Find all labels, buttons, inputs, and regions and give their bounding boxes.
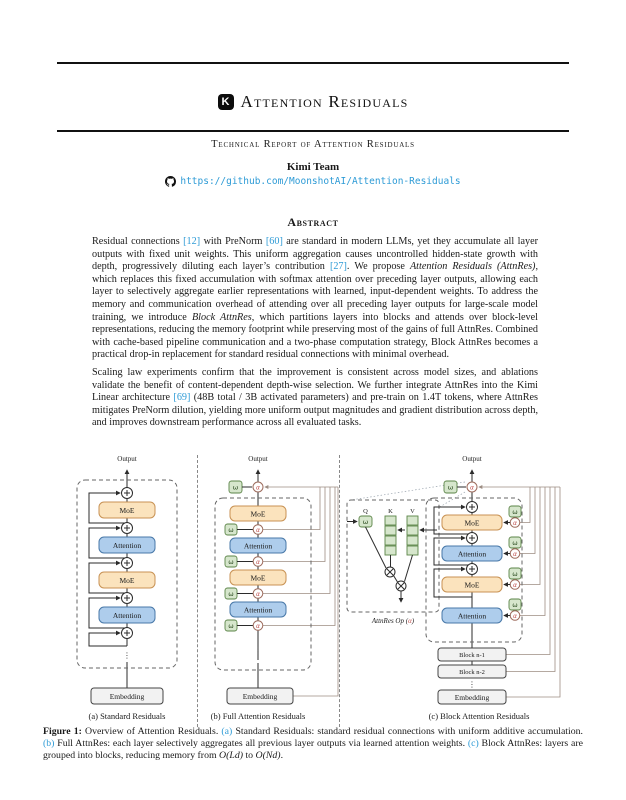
matmul-node <box>396 581 406 591</box>
attnres-op-inset <box>347 500 439 625</box>
citation: [60] <box>265 236 283 247</box>
attention-block <box>99 537 155 553</box>
svg-text:α: α <box>513 519 517 527</box>
citation: [69] <box>173 392 191 404</box>
repo-link[interactable]: https://github.com/MoonshotAI/Attention-Residuals <box>180 176 461 187</box>
svg-text:Q: Q <box>363 508 368 515</box>
svg-text:Attention: Attention <box>243 541 273 551</box>
attnres-node <box>504 599 521 620</box>
svg-text:α: α <box>256 558 260 566</box>
figure-caption: Figure 1: Overview of Attention Residuals. (a) Standard Residuals: standard residual connections with uniform additive accumulation. (b) Full AttnRes: each layer selectively aggregates all previous layer outputs via learned attention weights. (c) Block AttnRes: layers are grouped into blocks, reducing memory from O(Ld) to O(Nd). <box>43 726 584 762</box>
svg-text:MoE: MoE <box>119 576 135 585</box>
attnres-node <box>225 524 263 535</box>
svg-text:V: V <box>410 508 415 515</box>
attention-block <box>442 608 502 623</box>
svg-text:ω: ω <box>362 518 369 526</box>
paper-subtitle: Technical Report of Attention Residuals <box>211 139 415 150</box>
svg-text:MoE: MoE <box>250 509 266 519</box>
panel-c-caption: (c) Block Attention Residuals <box>428 711 530 721</box>
embedding-block <box>227 688 293 704</box>
output-label: Output <box>462 455 482 463</box>
svg-text:MoE: MoE <box>464 518 480 528</box>
svg-text:ω: ω <box>232 483 239 492</box>
svg-text:Attention: Attention <box>112 541 142 550</box>
svg-text:ω: ω <box>228 622 234 630</box>
svg-text:Embedding: Embedding <box>109 692 145 701</box>
author-name: Kimi Team <box>286 161 340 173</box>
svg-text:α: α <box>513 550 517 558</box>
attnres-op-label: AttnRes Op (α) <box>371 617 415 625</box>
svg-text:Attention: Attention <box>243 605 273 615</box>
svg-text:Embedding: Embedding <box>454 693 490 702</box>
repo-row <box>0 176 626 187</box>
svg-text:MoE: MoE <box>464 580 480 590</box>
block-n2 <box>438 665 506 678</box>
moe-block <box>99 502 155 518</box>
citation: [12] <box>183 236 201 247</box>
query-omega <box>359 516 372 527</box>
svg-text:ω: ω <box>512 508 518 516</box>
key-stack <box>385 516 396 555</box>
attnres-node <box>504 506 521 527</box>
figure-panel-c <box>341 450 591 730</box>
svg-text:α: α <box>513 612 517 620</box>
svg-text:ω: ω <box>228 590 234 598</box>
svg-text:α: α <box>256 622 260 630</box>
abstract-paragraph-1: Residual connections [12] with PreNorm [60] are standard in modern LLMs, yet they accumulate all layer outputs with fixed unit weights. This uniform aggregation causes uncontrolled hidden-state growth with depth, progressively diluting each layer’s contribution [27]. We propose Attention Residuals (AttnRes), which replaces this fixed accumulation with softmax attention over preceding layer outputs, allowing each layer to selectively aggregate earlier representations with learned, input-dependent weights. To address the memory and communication overhead of attending over all preceding layer outputs for large-scale model training, we introduce Block AttnRes, which partitions layers into blocks and attends over block-level representations, reducing the memory footprint while preserving most of the gains of full AttnRes. Combined with cache-based pipeline communication and a two-phase computation strategy, Block AttnRes becomes a practical drop-in replacement for standard residual connections with minimal overhead. <box>92 236 538 361</box>
attention-block <box>230 602 286 617</box>
value-stack <box>407 516 418 555</box>
panel-separator-ab <box>197 455 198 727</box>
figure-1 <box>0 450 626 730</box>
figure-panel-b <box>199 450 341 730</box>
svg-text:α: α <box>513 581 517 589</box>
embedding-block <box>438 690 506 704</box>
svg-text:ω: ω <box>228 558 234 566</box>
svg-text:α: α <box>256 590 260 598</box>
svg-text:ω: ω <box>447 483 454 492</box>
svg-text:Block n-1: Block n-1 <box>459 652 485 659</box>
svg-text:α: α <box>470 484 474 492</box>
title-rule-top <box>57 62 569 64</box>
ellipsis: ⋮ <box>468 680 476 689</box>
svg-text:MoE: MoE <box>119 506 135 515</box>
figure-panel-a <box>57 450 197 730</box>
ellipsis: ⋮ <box>254 646 262 655</box>
abstract-paragraph-2: Scaling law experiments confirm that the improvement is consistent across model sizes, and ablations validate the benefit of content-dependent depth-wise selection. We further integrate AttnRes into the Kimi Linear architecture [69] (48B total / 3B activated parameters) and pre-train on 1.4T tokens, where AttnRes mitigates PreNorm dilution, yielding more uniform output magnitudes and gradient distribution across depth, and improves downstream performance across all evaluated tasks. <box>92 366 538 429</box>
abstract-body <box>92 236 538 435</box>
attnres-node <box>225 556 263 567</box>
embedding-block <box>91 688 163 704</box>
title-rule-bottom <box>57 130 569 132</box>
svg-text:Block n-2: Block n-2 <box>459 669 485 676</box>
svg-text:Attention: Attention <box>112 611 142 620</box>
svg-text:MoE: MoE <box>250 573 266 583</box>
attnres-node <box>229 481 263 493</box>
paper-title-row <box>0 92 626 112</box>
moe-block <box>230 570 286 585</box>
panel-a-caption: (a) Standard Residuals <box>88 711 166 721</box>
svg-text:Embedding: Embedding <box>242 692 278 701</box>
svg-text:ω: ω <box>228 526 234 534</box>
attention-block <box>230 538 286 553</box>
abstract-heading: Abstract <box>287 215 339 229</box>
moe-block <box>442 577 502 592</box>
attnres-node <box>225 620 263 631</box>
attention-block <box>442 546 502 561</box>
kimi-logo-icon: K <box>218 94 234 110</box>
svg-text:α: α <box>256 526 260 534</box>
github-icon <box>165 176 176 187</box>
svg-text:α: α <box>256 484 260 492</box>
attnres-node <box>504 537 521 558</box>
svg-text:ω: ω <box>512 539 518 547</box>
svg-text:ω: ω <box>512 570 518 578</box>
skip-connection <box>89 633 127 646</box>
svg-text:Attention: Attention <box>457 611 487 621</box>
attention-block <box>99 607 155 623</box>
moe-block <box>230 506 286 521</box>
output-label: Output <box>248 455 268 463</box>
attnres-node <box>504 568 521 589</box>
citation: [27] <box>329 261 347 273</box>
svg-text:Attention: Attention <box>457 549 487 559</box>
svg-text:ω: ω <box>512 601 518 609</box>
paper-title: Attention Residuals <box>240 92 409 111</box>
ellipsis: ⋮ <box>123 651 131 660</box>
output-label: Output <box>117 455 137 463</box>
moe-block <box>442 515 502 530</box>
svg-text:K: K <box>388 508 393 515</box>
attnres-node <box>225 588 263 599</box>
block-n1 <box>438 648 506 661</box>
panel-b-caption: (b) Full Attention Residuals <box>210 711 306 721</box>
moe-block <box>99 572 155 588</box>
